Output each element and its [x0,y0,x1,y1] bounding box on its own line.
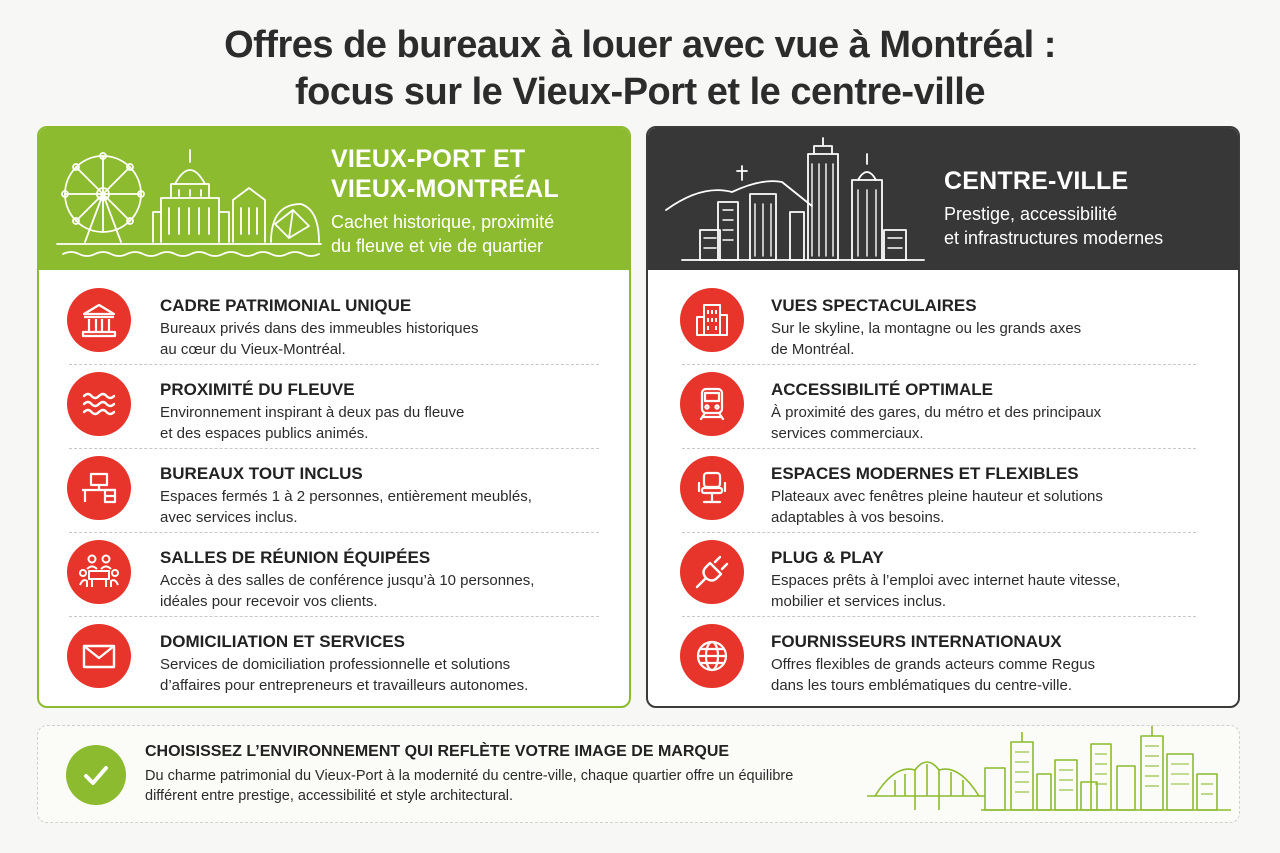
centre-ville-panel [646,126,1240,708]
plug-icon [680,540,744,604]
item-description: À proximité des gares, du métro et des principaux services commerciaux. [771,404,1102,442]
page-title-line2: focus sur le Vieux-Port et le centre-ville [295,71,985,113]
conclusion-description: Du charme patrimonial du Vieux-Port à la modernité du centre-ville, chaque quartier offre un équilibre différent entre prestige, accessibilité et style architectural. [145,768,794,804]
list-item [648,616,1238,700]
item-description: Offres flexibles de grands acteurs comme Regus dans les tours emblématiques du centre-ville. [771,656,1096,694]
list-item [648,280,1238,364]
item-title: CADRE PATRIMONIAL UNIQUE [160,296,412,315]
item-title: SALLES DE RÉUNION ÉQUIPÉES [160,548,431,567]
bridge-skyline-icon [865,724,1235,814]
office-chair-icon [680,456,744,520]
vieux-port-subtitle [331,210,559,258]
conclusion-banner [37,725,1240,823]
item-title: ACCESSIBILITÉ OPTIMALE [771,380,993,399]
page-title-line1: Offres de bureaux à louer avec vue à Montréal : [224,24,1056,66]
item-title: FOURNISSEURS INTERNATIONAUX [771,632,1062,651]
centre-ville-subtitle [944,202,1163,250]
centre-ville-title: CENTRE-VILLE [944,167,1129,195]
item-description: Espaces prêts à l’emploi avec internet haute vitesse, mobilier et services inclus. [771,572,1121,610]
list-item [39,616,629,700]
item-title: BUREAUX TOUT INCLUS [160,464,363,483]
vieux-port-header [39,128,629,270]
meeting-icon [67,540,131,604]
list-item [648,448,1238,532]
list-item [39,280,629,364]
item-title: ESPACES MODERNES ET FLEXIBLES [771,464,1079,483]
vieux-port-title-line2: VIEUX-MONTRÉAL [331,175,559,203]
centre-ville-subtitle-line2: et infrastructures modernes [944,228,1164,248]
vieux-port-subtitle-line1: Cachet historique, proximité [331,212,555,232]
vieux-port-panel [37,126,631,708]
list-item [39,532,629,616]
item-title: PROXIMITÉ DU FLEUVE [160,380,355,399]
item-description: Espaces fermés 1 à 2 personnes, entièrement meublés, avec services inclus. [160,488,532,526]
vieux-port-subtitle-line2: du fleuve et vie de quartier [331,236,544,256]
item-description: Sur le skyline, la montagne ou les grands axes de Montréal. [771,320,1082,358]
train-icon [680,372,744,436]
waves-icon [67,372,131,436]
globe-icon [680,624,744,688]
historic-building-icon [67,288,131,352]
item-description: Plateaux avec fenêtres pleine hauteur et solutions adaptables à vos besoins. [771,488,1103,526]
envelope-icon [67,624,131,688]
item-description: Environnement inspirant à deux pas du fleuve et des espaces publics animés. [160,404,465,442]
item-description: Services de domiciliation professionnelle et solutions d’affaires pour entrepreneurs et travailleurs autonomes. [160,656,529,694]
list-item [39,448,629,532]
item-description: Accès à des salles de conférence jusqu’à 10 personnes, idéales pour recevoir vos clients. [160,572,535,610]
item-title: PLUG & PLAY [771,548,884,567]
downtown-skyline-icon [662,134,932,264]
checkmark-icon [66,745,126,805]
office-tower-icon [680,288,744,352]
list-item [648,364,1238,448]
list-item [648,532,1238,616]
centre-ville-header [648,128,1238,270]
desk-icon [67,456,131,520]
vieux-port-title-line1: VIEUX-PORT ET [331,145,526,173]
item-description: Bureaux privés dans des immeubles historiques au cœur du Vieux-Montréal. [160,320,479,358]
item-title: DOMICILIATION ET SERVICES [160,632,405,651]
conclusion-title: CHOISISSEZ L’ENVIRONNEMENT QUI REFLÈTE VOTRE IMAGE DE MARQUE [145,743,730,760]
old-montreal-skyline-icon [53,134,323,264]
list-item [39,364,629,448]
item-title: VUES SPECTACULAIRES [771,296,977,315]
centre-ville-subtitle-line1: Prestige, accessibilité [944,204,1118,224]
page-title [0,22,1280,116]
